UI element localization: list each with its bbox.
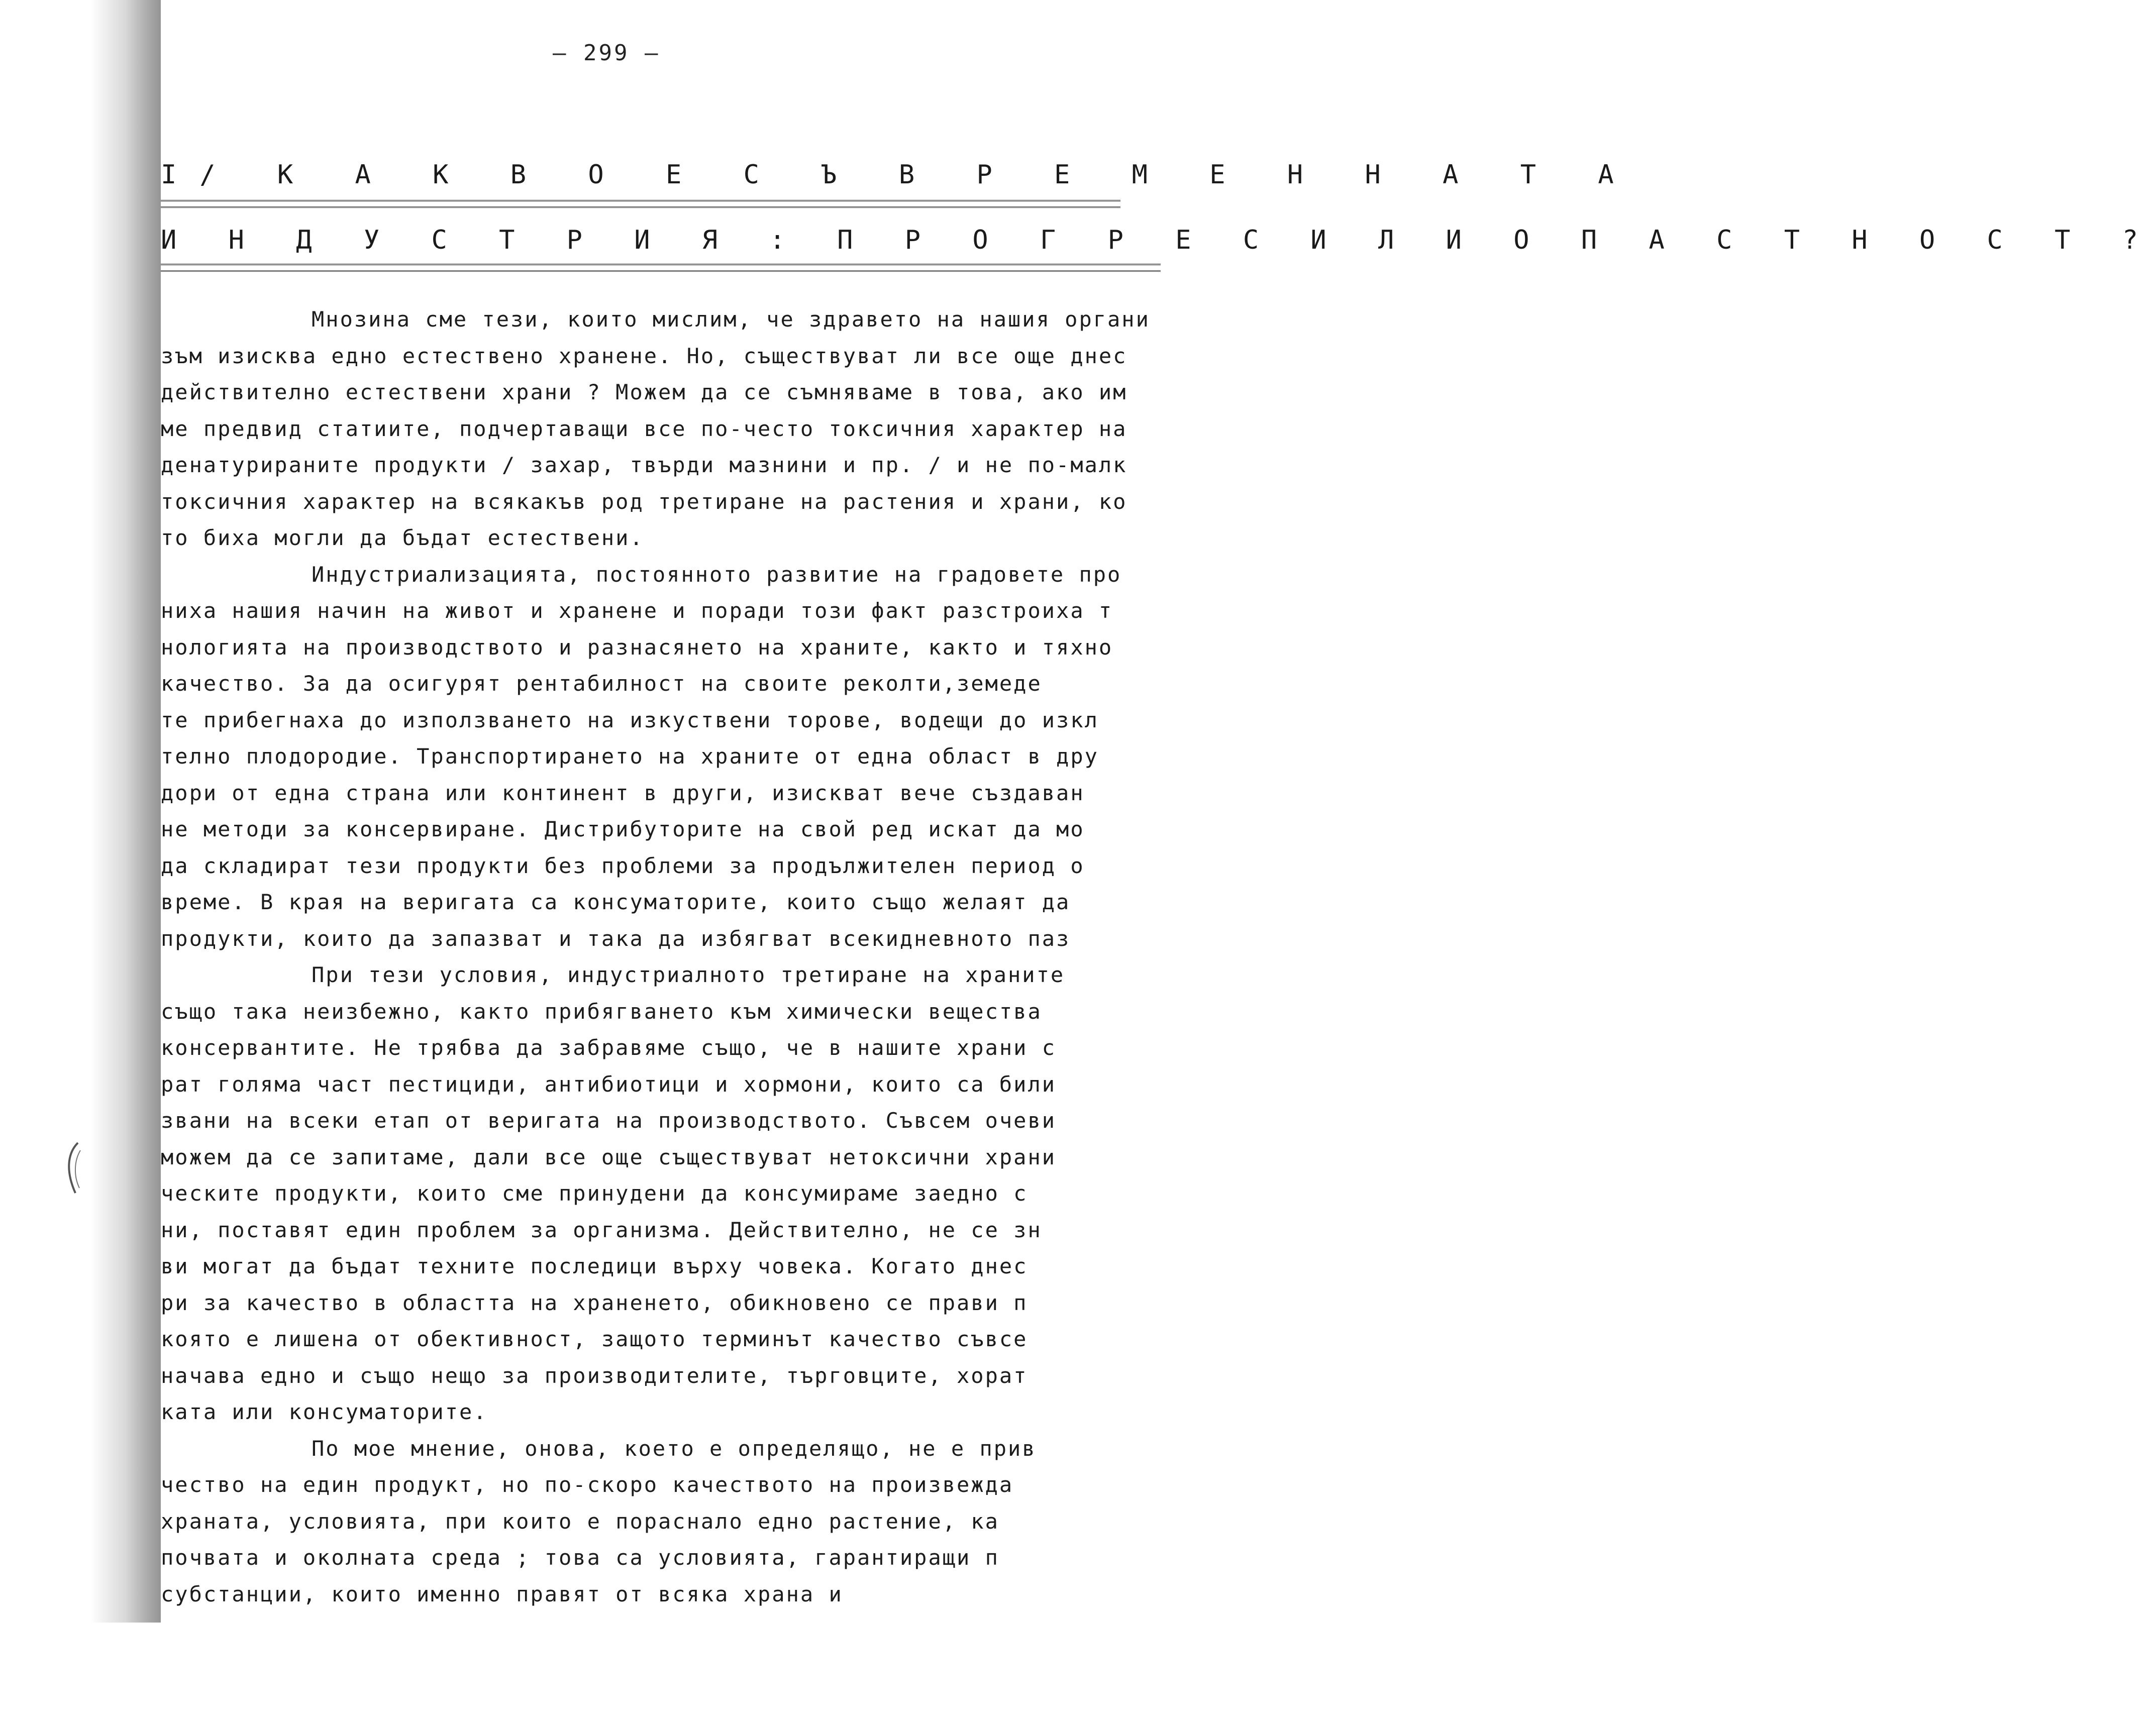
text-line: Мнозина сме тези, които мислим, че здравето на нашия органи	[312, 307, 1150, 332]
text-line: телно плодородие. Транспортирането на храните от една област в дру	[161, 744, 1099, 769]
text-line: не методи за консервиране. Дистрибуторите на свой ред искат да мо	[161, 817, 1085, 841]
scan-white-corner	[0, 1623, 166, 1722]
title-underline-2	[161, 264, 1161, 272]
text-line: ниха нашия начин на живот и хранене и поради този факт разстроиха т	[161, 598, 1113, 623]
text-line: звани на всеки етап от веригата на производството. Съвсем очеви	[161, 1108, 1057, 1133]
text-line: продукти, които да запазват и така да избягват всекидневното паз	[161, 926, 1071, 951]
text-line: денатурираните продукти / захар, твърди мазнини и пр. / и не по-малк	[161, 453, 1127, 477]
text-line: ни, поставят един проблем за организма. Действително, не се зн	[161, 1217, 1042, 1242]
text-line: също така неизбежно, както прибягването към химически вещества	[161, 999, 1042, 1024]
text-line: действително естествени храни ? Можем да се съмняваме в това, ако им	[161, 380, 1127, 404]
text-line: храната, условията, при които е порасналo едно растение, ка	[161, 1509, 999, 1534]
title-line-1: I/ К А К В О Е С Ъ В Р Е М Е Н Н А Т А	[161, 160, 1637, 190]
page-number: – 299 –	[553, 40, 660, 66]
text-line: чество на един продукт, но по-скоро качеството на произвежда	[161, 1472, 1014, 1497]
text-line: Индустриализацията, постоянното развитие на градовете про	[312, 562, 1122, 587]
text-line: токсичния характер на всякакъв род третиране на растения и храни, ко	[161, 489, 1127, 514]
text-line: субстанции, които именно правят от всяка храна и	[161, 1581, 843, 1606]
text-line: почвата и околната среда ; това са условията, гарантиращи п	[161, 1545, 999, 1570]
margin-mark-icon	[60, 1140, 90, 1196]
text-line: ри за качество в областта на храненето, обикновено се прави п	[161, 1290, 1028, 1315]
text-line: те прибегнаха до използването на изкуствени торове, водещи до изкл	[161, 707, 1099, 732]
text-line: При тези условия, индустриалното третиране на храните	[312, 962, 1065, 987]
text-line: рат голяма част пестициди, антибиотици и хормони, които са били	[161, 1071, 1057, 1097]
scan-shadow-margin	[0, 0, 161, 1722]
text-line: ме предвид статиите, подчертаващи все по-често токсичния характер на	[161, 416, 1127, 441]
text-line: нологията на производството и разнасянето на храните, както и тяхно	[161, 634, 1113, 660]
text-line: дори от една страна или континент в други, изискват вече създаван	[161, 780, 1085, 805]
title-line-2: И Н Д У С Т Р И Я : П Р О Г Р Е С И Л И О П А С Т Н О С Т ?	[161, 225, 2156, 255]
text-line: да складират тези продукти без проблеми за продължителен период о	[161, 853, 1085, 878]
text-line: консервантите. Не трябва да забравяме също, че в нашите храни с	[161, 1035, 1057, 1060]
text-line: време. В края на веригата са консуматорите, които също желаят да	[161, 890, 1071, 914]
body-text	[161, 301, 1204, 1612]
text-line: ческите продукти, които сме принудени да консумираме заедно с	[161, 1181, 1028, 1206]
text-line: ката или консуматорите.	[161, 1400, 488, 1424]
title-underline-1	[161, 200, 1120, 208]
text-line: ви могат да бъдат техните последици върху човека. Когато днес	[161, 1254, 1028, 1278]
text-line: По мое мнение, онова, което е определящо, не е прив	[312, 1436, 1037, 1461]
text-line: то биха могли да бъдат естествени.	[161, 525, 644, 550]
text-line: можем да се запитаме, дали все още съществуват нетоксични храни	[161, 1144, 1057, 1169]
text-line: качество. За да осигурят рентабилност на своите реколти,земеде	[161, 671, 1042, 696]
text-line: начава едно и също нещо за производителите, търговците, хорат	[161, 1363, 1028, 1388]
document-page	[161, 0, 2156, 1722]
text-line: зъм изисква едно естествено хранене. Но, съществуват ли все още днес	[161, 343, 1127, 368]
text-line: която е лишена от обективност, защото терминът качество съвсе	[161, 1327, 1028, 1351]
